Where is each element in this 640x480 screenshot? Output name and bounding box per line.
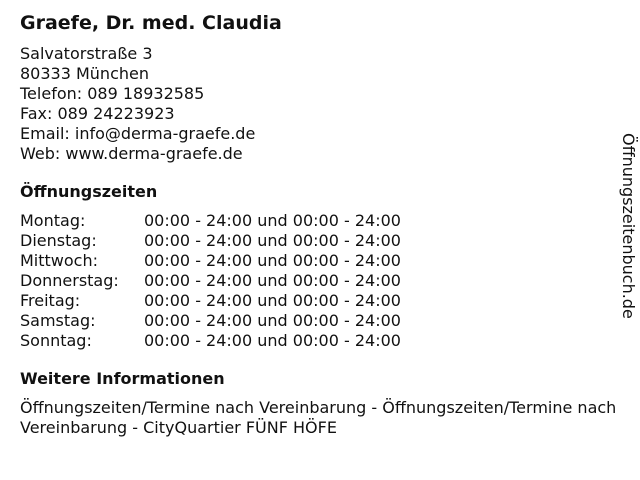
hours-day-label: Montag: [20,211,86,230]
phone-number: Telefon: 089 18932585 [20,84,205,103]
hours-time-value: 00:00 - 24:00 und 00:00 - 24:00 [144,291,401,310]
hours-time-value: 00:00 - 24:00 und 00:00 - 24:00 [144,251,401,270]
hours-row-saturday [20,311,620,331]
fax-number: Fax: 089 24223923 [20,104,175,123]
hours-row-sunday [20,331,620,351]
hours-day-label: Sonntag: [20,331,92,350]
hours-row-thursday [20,271,620,291]
further-info-text: Öffnungszeiten/Termine nach Vereinbarung - Öffnungszeiten/Termine nach Vereinbarung - CityQuartier FÜNF HÖFE [20,398,617,437]
hours-time-value: 00:00 - 24:00 und 00:00 - 24:00 [144,311,401,330]
hours-row-tuesday [20,231,620,251]
hours-day-label: Dienstag: [20,231,97,250]
hours-day-label: Donnerstag: [20,271,119,290]
hours-day-label: Samstag: [20,311,96,330]
hours-time-value: 00:00 - 24:00 und 00:00 - 24:00 [144,211,401,230]
website-address: Web: www.derma-graefe.de [20,144,243,163]
business-name: Graefe, Dr. med. Claudia [20,12,282,34]
business-card [20,10,620,438]
further-info-heading: Weitere Informationen [20,369,225,388]
email-address: Email: info@derma-graefe.de [20,124,256,143]
opening-hours-heading: Öffnungszeiten [20,182,158,201]
address-street: Salvatorstraße 3 [20,44,153,63]
hours-row-friday [20,291,620,311]
hours-time-value: 00:00 - 24:00 und 00:00 - 24:00 [144,331,401,350]
hours-day-label: Mittwoch: [20,251,98,270]
site-watermark-label: Öffnungszeitenbuch.de [619,133,638,319]
hours-day-label: Freitag: [20,291,81,310]
opening-hours-table [20,211,620,351]
hours-time-value: 00:00 - 24:00 und 00:00 - 24:00 [144,271,401,290]
address-city: 80333 München [20,64,149,83]
hours-row-wednesday [20,251,620,271]
contact-block [20,44,620,164]
hours-time-value: 00:00 - 24:00 und 00:00 - 24:00 [144,231,401,250]
hours-row-monday [20,211,620,231]
